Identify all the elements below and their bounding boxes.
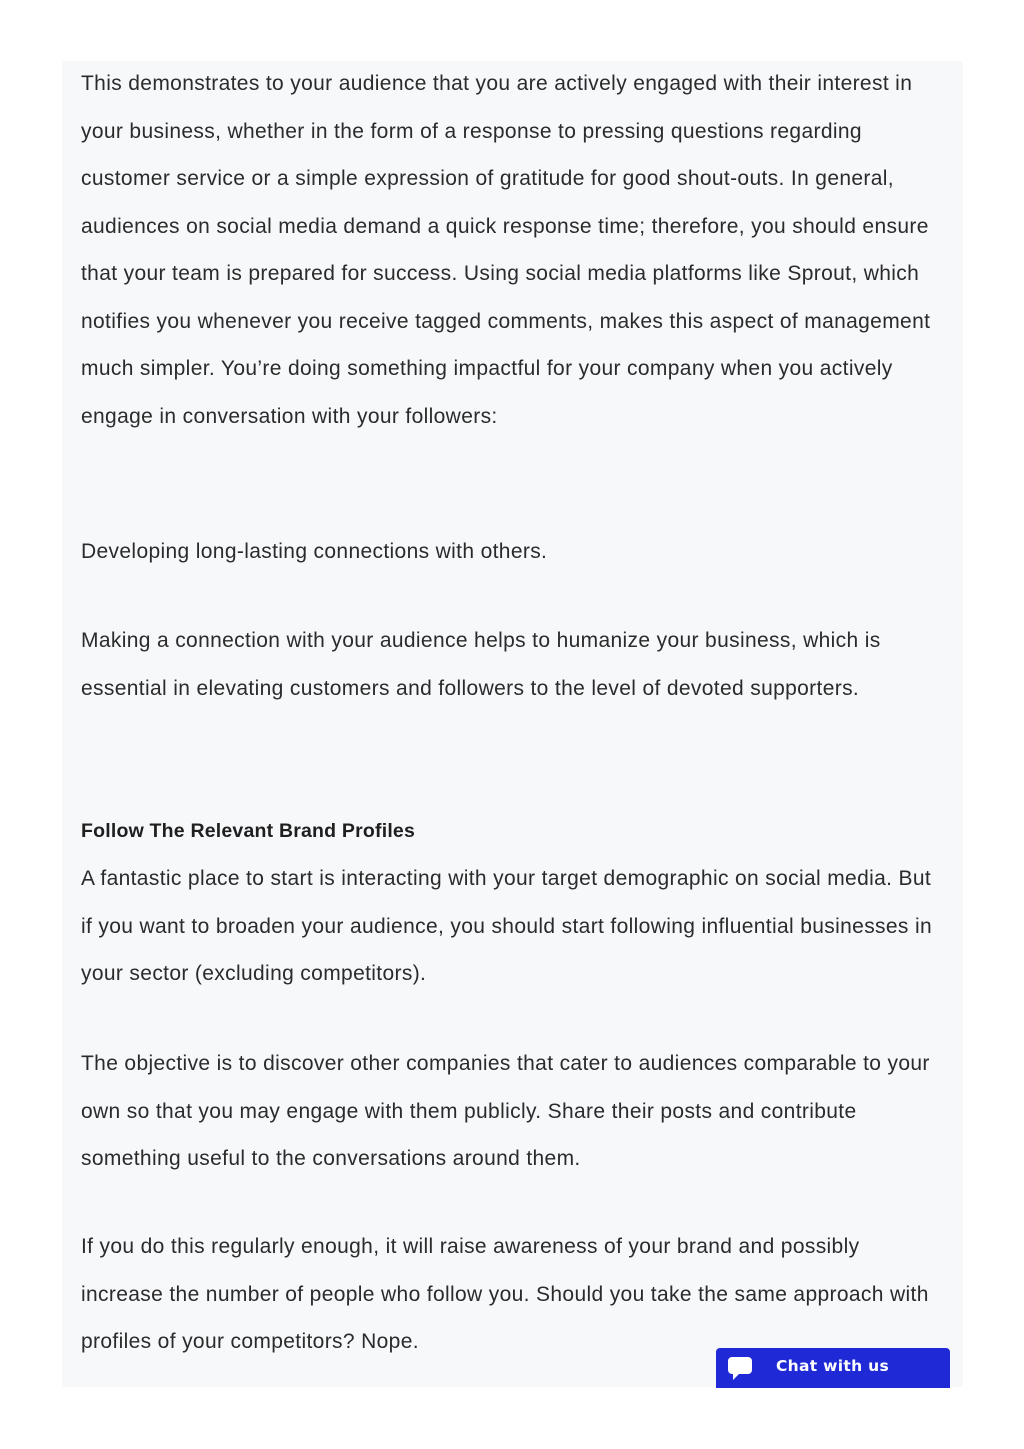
- chat-bubble-icon: [728, 1356, 752, 1382]
- article-paragraph: Making a connection with your audience helps to humanize your business, which is essential in elevating customers and followers to the level of devoted supporters.: [81, 629, 881, 700]
- article-paragraph: A fantastic place to start is interacting with your target demographic on social media. But if you want to broaden your audience, you should start following influential businesses in your sector (excluding competitors).: [81, 867, 933, 985]
- article-paragraph: Developing long-lasting connections with others.: [81, 540, 548, 563]
- article-paragraph: This demonstrates to your audience that you are actively engaged with their interest in your business, whether in the form of a response to pressing questions regarding customer service or a simple expression of gratitude for good shout-outs. In general, audiences on social media demand a quick response time; therefore, you should ensure that your team is prepared for success. Using social media platforms like Sprout, which notifies you whenever you receive tagged comments, makes this aspect of management much simpler. You’re doing something impactful for your company when you actively engage in conversation with your followers:: [81, 72, 931, 428]
- article-paragraph: The objective is to discover other companies that cater to audiences comparable to your own so that you may engage with them publicly. Share their posts and contribute something useful to the conversations around them.: [81, 1052, 930, 1170]
- article-card: [62, 61, 963, 1387]
- chat-with-us-button[interactable]: [716, 1348, 950, 1388]
- section-heading: Follow The Relevant Brand Profiles: [81, 820, 416, 842]
- article-paragraph: If you do this regularly enough, it will raise awareness of your brand and possibly increase the number of people who follow you. Should you take the same approach with profiles of your competitors? Nope.: [81, 1235, 929, 1353]
- chat-label: Chat with us: [776, 1357, 890, 1375]
